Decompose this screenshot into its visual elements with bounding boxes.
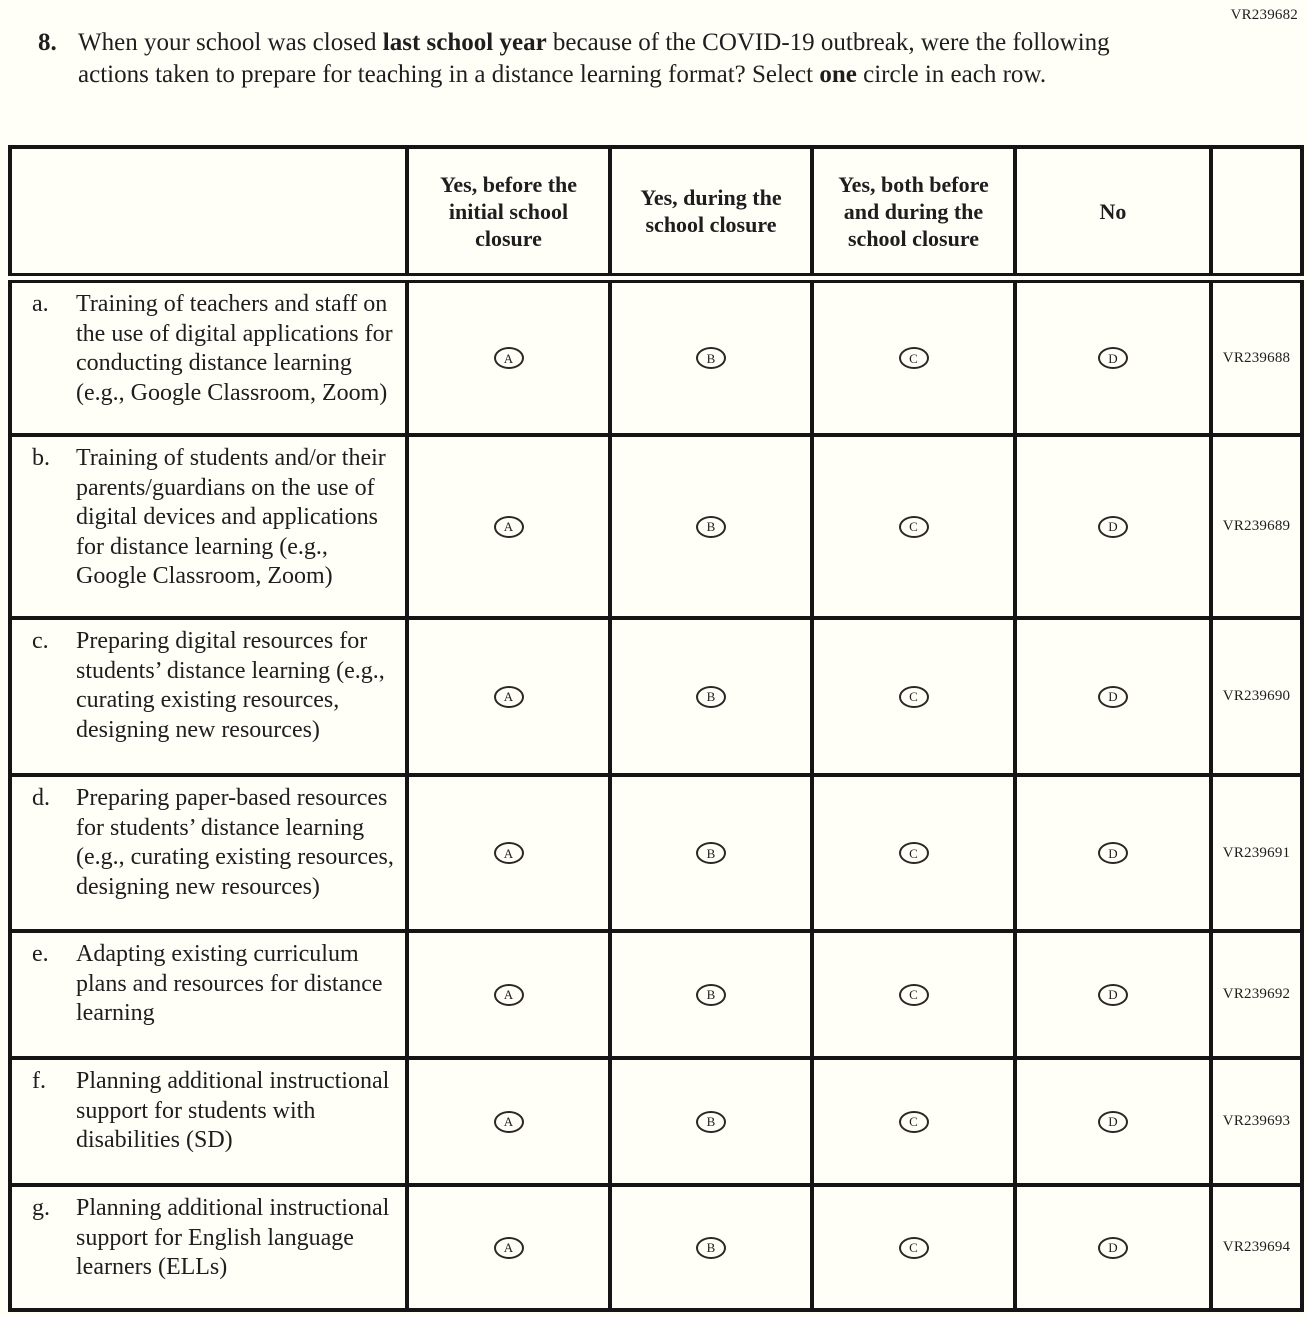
row-b-cell-yes-both (812, 435, 1015, 618)
row-b-stem (10, 435, 407, 618)
row-c-cell-no (1015, 618, 1211, 775)
row-f-cell-yes-during (610, 1058, 812, 1185)
row-e-text: Adapting existing curriculum plans and resources for distance learning (76, 941, 383, 1026)
row-f-bubble-b[interactable]: B (696, 1111, 726, 1133)
row-e-bubble-c[interactable]: C (899, 984, 929, 1006)
row-d-cell-yes-both (812, 775, 1015, 931)
row-e-cell-yes-during (610, 931, 812, 1058)
row-g-cell-yes-during (610, 1185, 812, 1310)
row-g-cell-yes-both (812, 1185, 1015, 1310)
header-code-blank (1211, 147, 1302, 278)
row-c-cell-yes-during (610, 618, 812, 775)
row-b-bubble-c[interactable]: C (899, 516, 929, 538)
row-c-bubble-a[interactable]: A (494, 686, 524, 708)
table-row-e (10, 931, 1302, 1058)
row-e-bubble-b[interactable]: B (696, 984, 726, 1006)
row-d-cell-no (1015, 775, 1211, 931)
row-b-bubble-b[interactable]: B (696, 516, 726, 538)
row-g-cell-yes-before (407, 1185, 610, 1310)
row-g-bubble-a[interactable]: A (494, 1237, 524, 1259)
row-b-cell-yes-during (610, 435, 812, 618)
row-f-code: VR239693 (1211, 1058, 1302, 1185)
row-d-bubble-a[interactable]: A (494, 842, 524, 864)
row-a-letter: a. (32, 291, 49, 317)
row-g-text: Planning additional instructional support for English language learners (ELLs) (76, 1195, 390, 1280)
row-c-stem (10, 618, 407, 775)
row-g-stem (10, 1185, 407, 1310)
row-a-text: Training of teachers and staff on the use of digital applications for conducting distance learning (e.g., Google Classroom, Zoom) (76, 291, 393, 406)
row-c-code: VR239690 (1211, 618, 1302, 775)
row-a-bubble-d[interactable]: D (1098, 347, 1128, 369)
row-f-bubble-c[interactable]: C (899, 1111, 929, 1133)
header-yes-during: Yes, during the school closure (610, 147, 812, 278)
table-row-f (10, 1058, 1302, 1185)
row-g-bubble-c[interactable]: C (899, 1237, 929, 1259)
question-number: 8. (38, 29, 57, 56)
row-e-cell-yes-before (407, 931, 610, 1058)
row-g-cell-no (1015, 1185, 1211, 1310)
row-d-bubble-c[interactable]: C (899, 842, 929, 864)
row-c-bubble-c[interactable]: C (899, 686, 929, 708)
row-f-text: Planning additional instructional support for students with disabilities (SD) (76, 1068, 390, 1153)
row-f-bubble-a[interactable]: A (494, 1111, 524, 1133)
row-a-stem (10, 278, 407, 435)
question-block (38, 27, 1118, 91)
table-row-c (10, 618, 1302, 775)
row-b-text: Training of students and/or their parents/guardians on the use of digital devices and applications for distance learning (e.g., Google Classroom, Zoom) (76, 445, 386, 589)
row-c-cell-yes-both (812, 618, 1015, 775)
table-row-a (10, 278, 1302, 435)
response-grid (8, 145, 1304, 1312)
table-row-b (10, 435, 1302, 618)
row-a-bubble-b[interactable]: B (696, 347, 726, 369)
row-a-bubble-a[interactable]: A (494, 347, 524, 369)
header-yes-before: Yes, before the initial school closure (407, 147, 610, 278)
row-g-letter: g. (32, 1195, 50, 1221)
row-b-cell-yes-before (407, 435, 610, 618)
row-b-code: VR239689 (1211, 435, 1302, 618)
row-a-cell-yes-during (610, 278, 812, 435)
row-c-bubble-b[interactable]: B (696, 686, 726, 708)
row-b-bubble-a[interactable]: A (494, 516, 524, 538)
row-f-letter: f. (32, 1068, 46, 1094)
header-no: No (1015, 147, 1211, 278)
table-row-d (10, 775, 1302, 931)
row-a-code: VR239688 (1211, 278, 1302, 435)
row-b-cell-no (1015, 435, 1211, 618)
row-f-stem (10, 1058, 407, 1185)
row-g-bubble-d[interactable]: D (1098, 1237, 1128, 1259)
row-g-code: VR239694 (1211, 1185, 1302, 1310)
row-c-letter: c. (32, 628, 49, 654)
row-b-letter: b. (32, 445, 50, 471)
question-text-part: circle in each row. (856, 61, 1047, 88)
row-d-cell-yes-before (407, 775, 610, 931)
row-d-bubble-d[interactable]: D (1098, 842, 1128, 864)
row-f-cell-no (1015, 1058, 1211, 1185)
form-code: VR239682 (1230, 7, 1298, 23)
question-text-bold: one (819, 61, 857, 88)
row-a-cell-yes-before (407, 278, 610, 435)
header-blank (10, 147, 407, 278)
row-b-bubble-d[interactable]: D (1098, 516, 1128, 538)
row-d-bubble-b[interactable]: B (696, 842, 726, 864)
row-a-cell-yes-both (812, 278, 1015, 435)
question-text-part: When your school was closed (78, 29, 383, 56)
table-row-g (10, 1185, 1302, 1310)
question-text (78, 27, 1118, 91)
header-yes-both: Yes, both before and during the school closure (812, 147, 1015, 278)
question-text-part: because of the COVID-19 outbreak, were the following actions taken to prepare for teaching in a distance learning format? Select (78, 29, 1110, 88)
header-row (10, 147, 1302, 278)
row-e-letter: e. (32, 941, 49, 967)
row-e-bubble-a[interactable]: A (494, 984, 524, 1006)
row-d-code: VR239691 (1211, 775, 1302, 931)
row-d-text: Preparing paper-based resources for students’ distance learning (e.g., curating existing resources, designing new resources) (76, 785, 394, 900)
row-e-stem (10, 931, 407, 1058)
row-g-bubble-b[interactable]: B (696, 1237, 726, 1259)
row-d-letter: d. (32, 785, 50, 811)
row-c-cell-yes-before (407, 618, 610, 775)
question-text-bold: last school year (382, 29, 547, 56)
row-f-bubble-d[interactable]: D (1098, 1111, 1128, 1133)
row-e-cell-no (1015, 931, 1211, 1058)
row-e-bubble-d[interactable]: D (1098, 984, 1128, 1006)
row-d-stem (10, 775, 407, 931)
row-c-text: Preparing digital resources for students’ distance learning (e.g., curating existing resources, designing new resources) (76, 628, 385, 743)
row-c-bubble-d[interactable]: D (1098, 686, 1128, 708)
row-f-cell-yes-before (407, 1058, 610, 1185)
row-a-cell-no (1015, 278, 1211, 435)
row-d-cell-yes-during (610, 775, 812, 931)
row-e-cell-yes-both (812, 931, 1015, 1058)
row-f-cell-yes-both (812, 1058, 1015, 1185)
row-e-code: VR239692 (1211, 931, 1302, 1058)
row-a-bubble-c[interactable]: C (899, 347, 929, 369)
